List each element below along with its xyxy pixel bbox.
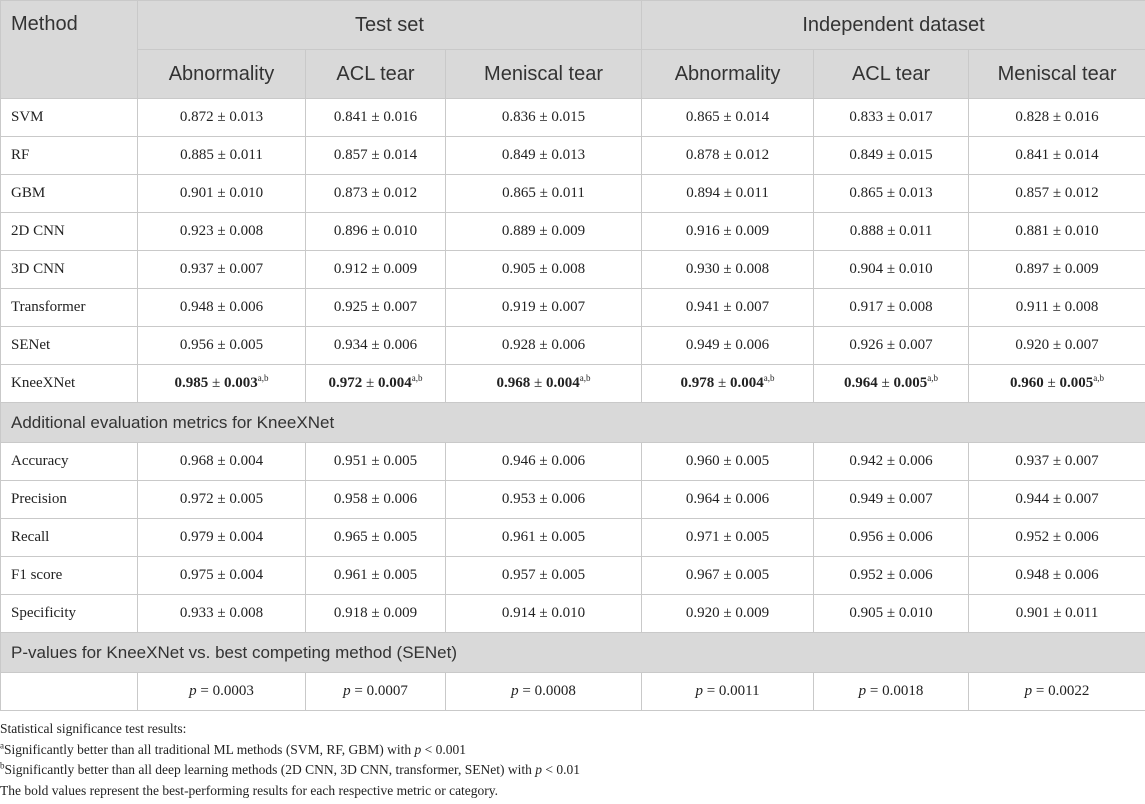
row-label: 2D CNN (1, 213, 138, 251)
table-row (1, 289, 1145, 327)
table-cell: 0.948 ± 0.006 (138, 289, 306, 327)
table-cell: 0.979 ± 0.004 (138, 519, 306, 557)
group-header-independent-dataset: Independent dataset (642, 1, 1145, 50)
table-cell: 0.849 ± 0.013 (446, 137, 642, 175)
pm-sign: ± (718, 375, 727, 391)
pvalue-cell (814, 673, 969, 711)
table-cell: 0.865 ± 0.014 (642, 99, 814, 137)
table-cell: 0.916 ± 0.009 (642, 213, 814, 251)
footnote-marker: a,b (1093, 373, 1105, 383)
bold-sd: 0.005 (893, 375, 928, 391)
table-cell (814, 365, 969, 403)
pm-sign: ± (212, 375, 221, 391)
pvalue-cell (969, 673, 1145, 711)
table-cell: 0.964 ± 0.006 (642, 481, 814, 519)
p-symbol: p (695, 683, 703, 699)
footnote-b-threshold: < 0.01 (541, 762, 580, 777)
table-cell: 0.911 ± 0.008 (969, 289, 1145, 327)
table-cell: 0.972 ± 0.005 (138, 481, 306, 519)
table-cell: 0.956 ± 0.005 (138, 327, 306, 365)
pm-sign: ± (881, 375, 890, 391)
table-row (1, 251, 1145, 289)
table-row (1, 213, 1145, 251)
footnote-mark-b: b (0, 760, 5, 771)
footnote-marker: a,b (579, 373, 591, 383)
pm-sign: ± (1047, 375, 1056, 391)
table-cell: 0.920 ± 0.009 (642, 595, 814, 633)
equals-sign: = (518, 683, 535, 699)
table-cell: 0.865 ± 0.013 (814, 175, 969, 213)
table-cell: 0.925 ± 0.007 (306, 289, 446, 327)
pvalue: 0.0003 (212, 683, 254, 699)
bold-sd: 0.004 (377, 375, 412, 391)
pm-sign: ± (534, 375, 543, 391)
subheader-ind-meniscal-tear: Meniscal tear (969, 50, 1145, 99)
table-cell: 0.930 ± 0.008 (642, 251, 814, 289)
table-cell: 0.833 ± 0.017 (814, 99, 969, 137)
row-label: SENet (1, 327, 138, 365)
equals-sign: = (702, 683, 719, 699)
table-cell: 0.960 ± 0.005 (642, 443, 814, 481)
table-cell (969, 365, 1145, 403)
table-cell: 0.946 ± 0.006 (446, 443, 642, 481)
table-cell (138, 365, 306, 403)
pvalue: 0.0007 (366, 683, 408, 699)
table-cell: 0.872 ± 0.013 (138, 99, 306, 137)
section-title: P-values for KneeXNet vs. best competing method (SENet) (1, 633, 1145, 673)
table-footnotes (0, 711, 1145, 801)
table-cell (446, 365, 642, 403)
p-symbol: p (189, 683, 197, 699)
table-cell: 0.878 ± 0.012 (642, 137, 814, 175)
table-cell: 0.928 ± 0.006 (446, 327, 642, 365)
bold-mean: 0.968 (496, 375, 531, 391)
footnote-b-text: Significantly better than all deep learning methods (2D CNN, 3D CNN, transformer, SENet) with (4, 762, 536, 777)
table-cell: 0.975 ± 0.004 (138, 557, 306, 595)
table-row (1, 557, 1145, 595)
table-cell: 0.958 ± 0.006 (306, 481, 446, 519)
footnote-mark-a: a (0, 740, 4, 750)
pvalue-cell (446, 673, 642, 711)
p-symbol: p (511, 683, 519, 699)
section-row-additional-metrics (1, 403, 1145, 443)
group-header-test-set: Test set (138, 1, 642, 50)
pm-sign: ± (366, 375, 375, 391)
table-row (1, 595, 1145, 633)
table-cell: 0.841 ± 0.014 (969, 137, 1145, 175)
table-cell: 0.901 ± 0.011 (969, 595, 1145, 633)
row-label: Specificity (1, 595, 138, 633)
row-label: Precision (1, 481, 138, 519)
table-row (1, 481, 1145, 519)
pvalue: 0.0008 (534, 683, 576, 699)
row-label: F1 score (1, 557, 138, 595)
bold-mean: 0.978 (680, 375, 715, 391)
footnote-a-text: Significantly better than all traditional ML methods (SVM, RF, GBM) with (4, 741, 415, 757)
table-cell: 0.917 ± 0.008 (814, 289, 969, 327)
table-cell: 0.912 ± 0.009 (306, 251, 446, 289)
table-cell: 0.949 ± 0.006 (642, 327, 814, 365)
row-label: Transformer (1, 289, 138, 327)
header-row-groups (1, 1, 1145, 50)
table-cell: 0.923 ± 0.008 (138, 213, 306, 251)
header-row-subheaders (1, 50, 1145, 99)
table-cell: 0.961 ± 0.005 (306, 557, 446, 595)
footnote-a-threshold: < 0.001 (421, 741, 467, 757)
row-label: 3D CNN (1, 251, 138, 289)
table-cell: 0.894 ± 0.011 (642, 175, 814, 213)
row-label: Recall (1, 519, 138, 557)
table-cell: 0.901 ± 0.010 (138, 175, 306, 213)
footnote-marker: a,b (257, 373, 269, 383)
table-cell: 0.942 ± 0.006 (814, 443, 969, 481)
equals-sign: = (196, 683, 213, 699)
table-row (1, 519, 1145, 557)
table-cell (642, 365, 814, 403)
table-cell: 0.841 ± 0.016 (306, 99, 446, 137)
table-cell: 0.937 ± 0.007 (969, 443, 1145, 481)
table-cell: 0.961 ± 0.005 (446, 519, 642, 557)
section-row-p-values (1, 633, 1145, 673)
bold-mean: 0.960 (1010, 375, 1044, 391)
method-header: Method (1, 1, 138, 99)
table-row (1, 443, 1145, 481)
table-cell: 0.905 ± 0.008 (446, 251, 642, 289)
row-label: SVM (1, 99, 138, 137)
bold-mean: 0.985 (174, 375, 209, 391)
p-symbol: p (1024, 683, 1033, 699)
footnote-a-var: p (414, 741, 422, 757)
row-label: Accuracy (1, 443, 138, 481)
equals-sign: = (350, 683, 367, 699)
table-cell: 0.849 ± 0.015 (814, 137, 969, 175)
subheader-test-abnormality: Abnormality (138, 50, 306, 99)
table-cell: 0.948 ± 0.006 (969, 557, 1145, 595)
bold-sd: 0.004 (546, 375, 580, 391)
table-cell: 0.965 ± 0.005 (306, 519, 446, 557)
kneexnet-row (1, 365, 1145, 403)
table-cell: 0.934 ± 0.006 (306, 327, 446, 365)
table-cell: 0.944 ± 0.007 (969, 481, 1145, 519)
p-symbol: p (858, 683, 867, 699)
subheader-test-acl-tear: ACL tear (306, 50, 446, 99)
table-cell: 0.941 ± 0.007 (642, 289, 814, 327)
table-cell: 0.953 ± 0.006 (446, 481, 642, 519)
row-label: KneeXNet (1, 365, 138, 403)
section-title: Additional evaluation metrics for KneeXNet (1, 403, 1145, 443)
footnote-bold-note: The bold values represent the best-performing results for each respective metric or category. (0, 782, 499, 798)
table-cell: 0.888 ± 0.011 (814, 213, 969, 251)
footnote-marker: a,b (411, 373, 423, 383)
table-row (1, 137, 1145, 175)
footnote-b (0, 760, 1145, 781)
pvalue-row (1, 673, 1145, 711)
row-label: GBM (1, 175, 138, 213)
table-row (1, 175, 1145, 213)
table-cell: 0.933 ± 0.008 (138, 595, 306, 633)
table-cell: 0.968 ± 0.004 (138, 443, 306, 481)
table-cell: 0.897 ± 0.009 (969, 251, 1145, 289)
table-cell: 0.865 ± 0.011 (446, 175, 642, 213)
table-cell: 0.971 ± 0.005 (642, 519, 814, 557)
pvalue: 0.0022 (1048, 683, 1090, 699)
table-cell: 0.949 ± 0.007 (814, 481, 969, 519)
row-label: RF (1, 137, 138, 175)
footnote-b-var: p (535, 762, 542, 777)
table-cell: 0.957 ± 0.005 (446, 557, 642, 595)
table-cell: 0.920 ± 0.007 (969, 327, 1145, 365)
pvalue: 0.0011 (718, 683, 760, 699)
table-cell: 0.896 ± 0.010 (306, 213, 446, 251)
footnote-marker: a,b (763, 373, 775, 383)
table-cell: 0.828 ± 0.016 (969, 99, 1145, 137)
subheader-ind-abnormality: Abnormality (642, 50, 814, 99)
bold-sd: 0.004 (730, 375, 764, 391)
bold-sd: 0.005 (1059, 375, 1094, 391)
pvalue-cell (306, 673, 446, 711)
table-row (1, 99, 1145, 137)
table-row (1, 327, 1145, 365)
pvalue-cell (138, 673, 306, 711)
table-cell: 0.881 ± 0.010 (969, 213, 1145, 251)
table-cell: 0.857 ± 0.014 (306, 137, 446, 175)
table-cell: 0.885 ± 0.011 (138, 137, 306, 175)
table-cell: 0.918 ± 0.009 (306, 595, 446, 633)
footnote-intro: Statistical significance test results: (0, 721, 187, 736)
bold-sd: 0.003 (223, 375, 258, 391)
row-label-empty (1, 673, 138, 711)
subheader-test-meniscal-tear: Meniscal tear (446, 50, 642, 99)
equals-sign: = (1032, 683, 1049, 699)
table-cell: 0.951 ± 0.005 (306, 443, 446, 481)
table-cell: 0.904 ± 0.010 (814, 251, 969, 289)
table-cell: 0.956 ± 0.006 (814, 519, 969, 557)
table-cell: 0.836 ± 0.015 (446, 99, 642, 137)
pvalue: 0.0018 (882, 683, 924, 699)
bold-mean: 0.972 (328, 375, 363, 391)
table-cell: 0.952 ± 0.006 (969, 519, 1145, 557)
table-cell: 0.937 ± 0.007 (138, 251, 306, 289)
equals-sign: = (866, 683, 883, 699)
table-cell (306, 365, 446, 403)
table-cell: 0.919 ± 0.007 (446, 289, 642, 327)
table-cell: 0.952 ± 0.006 (814, 557, 969, 595)
table-cell: 0.926 ± 0.007 (814, 327, 969, 365)
footnote-a (0, 740, 1145, 761)
footnote-marker: a,b (927, 373, 939, 383)
table-cell: 0.889 ± 0.009 (446, 213, 642, 251)
subheader-ind-acl-tear: ACL tear (814, 50, 969, 99)
p-symbol: p (343, 683, 351, 699)
table-cell: 0.914 ± 0.010 (446, 595, 642, 633)
table-cell: 0.857 ± 0.012 (969, 175, 1145, 213)
table-cell: 0.905 ± 0.010 (814, 595, 969, 633)
table-cell: 0.967 ± 0.005 (642, 557, 814, 595)
pvalue-cell (642, 673, 814, 711)
bold-mean: 0.964 (844, 375, 878, 391)
table-cell: 0.873 ± 0.012 (306, 175, 446, 213)
